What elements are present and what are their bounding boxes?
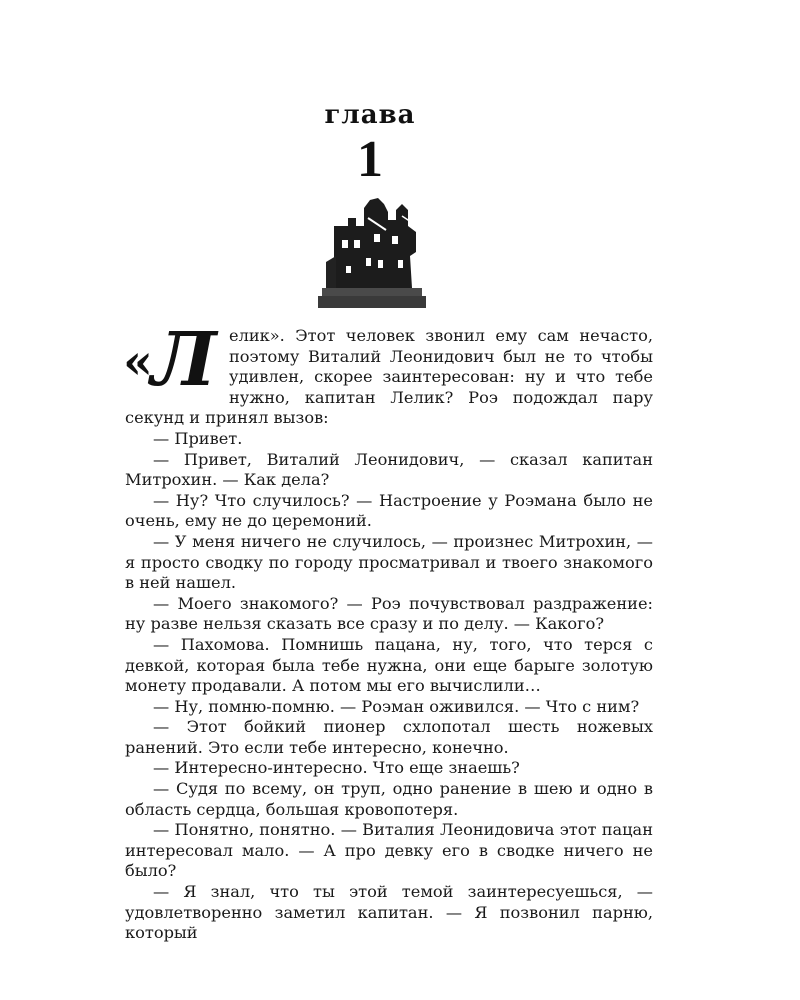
paragraph: — Я знал, что ты этой темой заинтересуешься, — удовлетворенно заметил капитан. — Я позвонил парню, который xyxy=(125,882,653,943)
paragraph: — Интересно-интересно. Что еще знаешь? xyxy=(153,758,520,778)
drop-cap-letter: Л xyxy=(151,317,217,403)
paragraph: — Привет, Виталий Леонидович, — сказал капитан Митрохин. — Как дела? xyxy=(125,449,653,490)
paragraph: — Привет. xyxy=(153,428,243,448)
paragraph: — Ну? Что случилось? — Настроение у Роэмана было не очень, ему не до церемоний. xyxy=(125,490,653,531)
paragraph: — Ну, помню-помню. — Роэман оживился. — Что с ним? xyxy=(153,696,640,716)
paragraph: — Судя по всему, он труп, одно ранение в шею и одно в область сердца, большая кровопотеря. xyxy=(125,779,653,819)
drop-cap xyxy=(123,317,223,403)
paragraph-1 xyxy=(123,317,653,429)
chapter-heading: глава xyxy=(324,100,416,130)
paragraph: — Понятно, понятно. — Виталия Леонидовича этот пацан интересовал мало. — А про девку его в сводке ничего не было? xyxy=(125,820,653,881)
paragraph: — Пахомова. Помнишь пацана, ну, того, что терся с девкой, которая была тебе нужна, они еще барыге золотую монету продавали. А потом мы его вычислили… xyxy=(125,634,653,696)
paragraph: — Этот бойкий пионер схлопотал шесть ножевых ранений. Это если тебе интересно, конечно. xyxy=(125,717,653,757)
paragraph-text: елик». Этот человек звонил ему сам нечасто, поэтому Виталий Леонидович был не то чтобы удивлен, скорее заинтересован: ну и что тебе нужно, капитан Лелик? Роэ подождал пару секунд и принял вызов: xyxy=(125,326,653,428)
paragraph: — Моего знакомого? — Роэ почувствовал раздражение: ну разве нельзя сказать все сразу и по делу. — Какого? xyxy=(125,593,653,634)
chapter-text xyxy=(123,317,653,944)
paragraph: — У меня ничего не случилось, — произнес Митрохин, — я просто сводку по городу просматривал и твоего знакомого в ней нашел. xyxy=(125,531,653,593)
haunted-house-icon xyxy=(318,196,426,308)
drop-cap-quote: « xyxy=(123,334,153,390)
chapter-number: 1 xyxy=(357,131,383,188)
